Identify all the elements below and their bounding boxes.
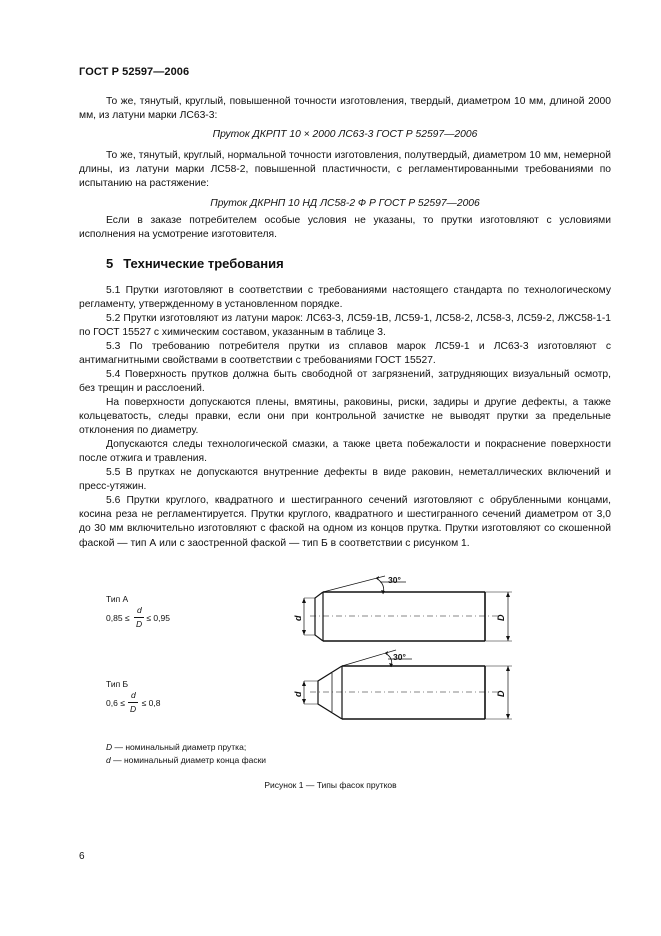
type-b-fraction-bar (128, 702, 138, 703)
type-b-ratio: 0,6 ≤ ≤ 0,8 (106, 698, 161, 708)
type-b-label: Тип Б (106, 679, 129, 689)
legend-item-d: d — номинальный диаметр конца фаски (106, 755, 267, 765)
type-a-dim-D: D (496, 614, 506, 621)
figure-caption: Рисунок 1 — Типы фасок прутков (264, 780, 397, 790)
legend-item-D: D — номинальный диаметр прутка; (106, 742, 247, 752)
clause-5-4-lubricant: Допускаются следы технологической смазки, а также цвета побежалости и покраснение поверхности после отжига и травления. (79, 439, 611, 465)
document-header: ГОСТ Р 52597—2006 (79, 66, 190, 78)
type-b-dim-d: d (293, 691, 303, 697)
type-b-ratio-numerator: d (131, 690, 136, 700)
intro-paragraph-1: То же, тянутый, круглый, повышенной точности изготовления, твердый, диаметром 10 мм, длиной 2000 мм, из латуни марки ЛС63-3: (79, 96, 611, 122)
type-b-ratio-denominator: D (130, 704, 137, 714)
clause-5-5: 5.5 В прутках не допускаются внутренние дефекты в виде раковин, неметаллических включений и пресс-утяжин. (79, 467, 611, 493)
type-b-drawing (302, 650, 512, 719)
type-a-fraction-bar (134, 617, 144, 618)
section-number: 5 (106, 256, 114, 271)
type-b-dim-D: D (496, 690, 506, 697)
type-a-ratio-numerator: d (137, 605, 142, 615)
type-a-ratio-denominator: D (136, 619, 143, 629)
clause-5-4: 5.4 Поверхность прутков должна быть свободной от загрязнений, затрудняющих визуальный осмотр, без трещин и расслоений. (79, 369, 611, 395)
clause-5-1: 5.1 Прутки изготовляют в соответствии с требованиями настоящего стандарта по технологическому регламенту, утвержденному в установленном порядке. (79, 285, 611, 311)
clause-5-6: 5.6 Прутки круглого, квадратного и шестигранного сечений изготовляют с обрубленными концами, косина реза не регламентируется. Прутки круглого, квадратного и шестигранного сечений диаметром от 3,0 до 30 мм включительно изготовляют с фаской на одном из концов прутка. Прутки изготовляют со скошенной фаской — тип А или с заостренной фаской — тип Б в соответствии с рисунком 1. (79, 495, 611, 549)
section-heading (106, 256, 294, 271)
type-a-drawing (302, 576, 512, 641)
type-a-ratio: 0,85 ≤ ≤ 0,95 (106, 613, 170, 623)
type-a-dim-d: d (293, 615, 303, 621)
type-b-angle: 30° (393, 652, 406, 662)
type-a-label: Тип А (106, 594, 129, 604)
clause-5-4-defects: На поверхности допускаются плены, вмятины, раковины, риски, задиры и другие дефекты, а также кольцеватость, следы правки, если они при контрольной зачистке не выводят прутки за предельные отклонения по диаметру. (79, 397, 611, 437)
designation-example-1: Пруток ДКРПТ 10 × 2000 ЛС63-3 ГОСТ Р 52597—2006 (212, 129, 478, 140)
intro-paragraph-2: То же, тянутый, круглый, нормальной точности изготовления, полутвердый, диаметром 10 мм, немерной длины, из латуни марки ЛС58-2, повышенной пластичности, с регламентированными требованиями по испытанию на растяжение: (79, 150, 611, 190)
clause-5-3: 5.3 По требованию потребителя прутки из сплавов марок ЛС59-1 и ЛС63-3 изготовляют с антимагнитными свойствами в соответствии с требованиями ГОСТ 15527. (79, 341, 611, 367)
page-number: 6 (79, 851, 85, 862)
clause-5-2: 5.2 Прутки изготовляют из латуни марок: ЛС63-3, ЛС59-1В, ЛС59-1, ЛС58-2, ЛС58-3, ЛС59-2, ЛЖС58-1-1 по ГОСТ 15527 с химическим составом, указанным в таблице 3. (79, 313, 611, 339)
chamfer-types-figure (290, 570, 530, 730)
type-a-angle: 30° (388, 575, 401, 585)
section-title: Технические требования (123, 256, 284, 271)
intro-paragraph-3: Если в заказе потребителем особые условия не указаны, то прутки изготовляют с условиями исполнения на усмотрение изготовителя. (79, 215, 611, 241)
designation-example-2: Пруток ДКРНП 10 НД ЛС58-2 Ф Р ГОСТ Р 52597—2006 (210, 198, 480, 209)
